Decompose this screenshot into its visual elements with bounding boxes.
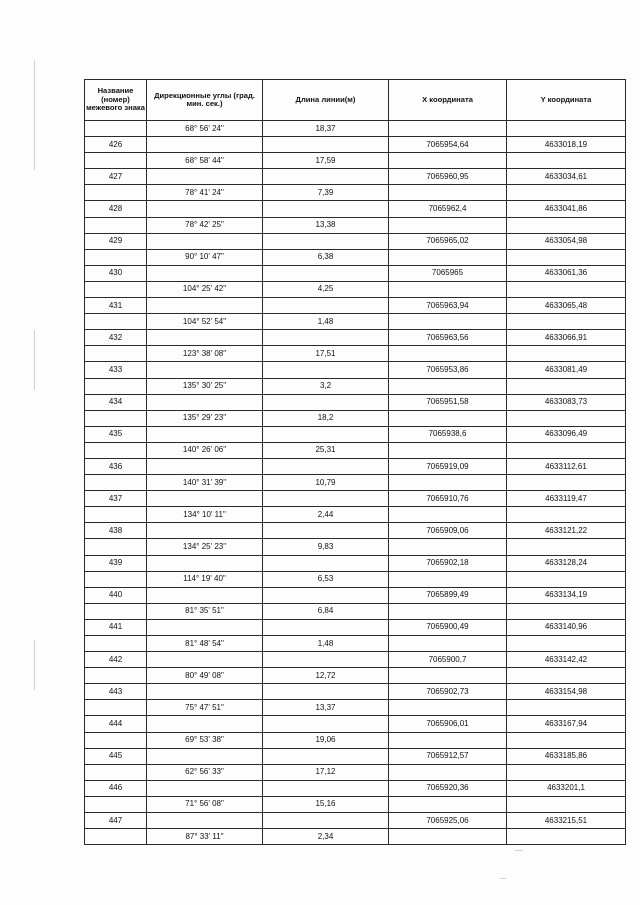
cell-x-coordinate xyxy=(389,732,507,748)
cell-mark-name: 439 xyxy=(85,555,147,571)
cell-direction-angle xyxy=(147,362,263,378)
table-row xyxy=(85,603,626,619)
cell-line-length xyxy=(263,362,389,378)
cell-mark-name: 438 xyxy=(85,523,147,539)
header-length: Длина линии(м) xyxy=(263,80,389,121)
cell-mark-name: 435 xyxy=(85,426,147,442)
table-row xyxy=(85,330,626,346)
table-row xyxy=(85,700,626,716)
cell-mark-name xyxy=(85,378,147,394)
cell-direction-angle xyxy=(147,298,263,314)
cell-line-length xyxy=(263,716,389,732)
cell-mark-name: 430 xyxy=(85,265,147,281)
cell-direction-angle xyxy=(147,491,263,507)
cell-x-coordinate xyxy=(389,442,507,458)
table-row xyxy=(85,314,626,330)
cell-x-coordinate xyxy=(389,764,507,780)
cell-mark-name xyxy=(85,507,147,523)
table-row xyxy=(85,732,626,748)
cell-y-coordinate: 4633128,24 xyxy=(507,555,626,571)
cell-mark-name: 442 xyxy=(85,652,147,668)
cell-direction-angle: 81° 48' 54" xyxy=(147,636,263,652)
cell-direction-angle: 87° 33' 11" xyxy=(147,829,263,845)
cell-y-coordinate: 4633065,48 xyxy=(507,298,626,314)
cell-direction-angle: 134° 10' 11" xyxy=(147,507,263,523)
cell-y-coordinate: 4633041,86 xyxy=(507,201,626,217)
cell-mark-name xyxy=(85,603,147,619)
cell-x-coordinate xyxy=(389,314,507,330)
cell-x-coordinate: 7065919,09 xyxy=(389,458,507,474)
cell-y-coordinate: 4633134,19 xyxy=(507,587,626,603)
cell-direction-angle: 78° 42' 25" xyxy=(147,217,263,233)
cell-mark-name: 444 xyxy=(85,716,147,732)
cell-x-coordinate xyxy=(389,410,507,426)
cell-mark-name: 434 xyxy=(85,394,147,410)
cell-y-coordinate xyxy=(507,442,626,458)
cell-x-coordinate: 7065906,01 xyxy=(389,716,507,732)
cell-line-length xyxy=(263,813,389,829)
cell-y-coordinate: 4633112,61 xyxy=(507,458,626,474)
cell-direction-angle xyxy=(147,684,263,700)
cell-direction-angle: 104° 52' 54" xyxy=(147,314,263,330)
table-row xyxy=(85,684,626,700)
cell-direction-angle: 135° 30' 25" xyxy=(147,378,263,394)
cell-mark-name: 446 xyxy=(85,780,147,796)
cell-mark-name: 443 xyxy=(85,684,147,700)
table-row xyxy=(85,121,626,137)
cell-direction-angle: 81° 35' 51" xyxy=(147,603,263,619)
cell-mark-name xyxy=(85,346,147,362)
cell-mark-name: 433 xyxy=(85,362,147,378)
cell-mark-name xyxy=(85,121,147,137)
cell-direction-angle xyxy=(147,169,263,185)
cell-x-coordinate: 7065963,94 xyxy=(389,298,507,314)
cell-line-length xyxy=(263,426,389,442)
cell-y-coordinate xyxy=(507,796,626,812)
boundary-marks-table xyxy=(84,79,626,845)
cell-y-coordinate xyxy=(507,217,626,233)
cell-x-coordinate xyxy=(389,185,507,201)
table-row xyxy=(85,137,626,153)
table-row xyxy=(85,362,626,378)
table-row xyxy=(85,716,626,732)
cell-x-coordinate: 7065909,06 xyxy=(389,523,507,539)
cell-direction-angle xyxy=(147,748,263,764)
cell-x-coordinate xyxy=(389,571,507,587)
cell-mark-name xyxy=(85,442,147,458)
cell-mark-name xyxy=(85,249,147,265)
table-row xyxy=(85,619,626,635)
cell-x-coordinate: 7065902,73 xyxy=(389,684,507,700)
cell-direction-angle xyxy=(147,265,263,281)
cell-x-coordinate: 7065953,86 xyxy=(389,362,507,378)
cell-y-coordinate xyxy=(507,668,626,684)
cell-y-coordinate xyxy=(507,475,626,491)
cell-direction-angle: 123° 38' 08" xyxy=(147,346,263,362)
cell-mark-name xyxy=(85,668,147,684)
cell-mark-name: 431 xyxy=(85,298,147,314)
cell-y-coordinate xyxy=(507,378,626,394)
cell-mark-name: 432 xyxy=(85,330,147,346)
cell-direction-angle: 69° 53' 38" xyxy=(147,732,263,748)
cell-x-coordinate xyxy=(389,700,507,716)
cell-direction-angle: 140° 31' 39" xyxy=(147,475,263,491)
table-row xyxy=(85,185,626,201)
cell-x-coordinate xyxy=(389,121,507,137)
table-row xyxy=(85,265,626,281)
cell-y-coordinate xyxy=(507,153,626,169)
cell-x-coordinate: 7065938,6 xyxy=(389,426,507,442)
cell-x-coordinate xyxy=(389,249,507,265)
table-row xyxy=(85,571,626,587)
cell-x-coordinate: 7065900,49 xyxy=(389,619,507,635)
cell-y-coordinate: 4633083,73 xyxy=(507,394,626,410)
scan-artifact xyxy=(34,640,35,690)
table-body xyxy=(85,121,626,845)
cell-line-length xyxy=(263,201,389,217)
cell-direction-angle: 68° 56' 24" xyxy=(147,121,263,137)
cell-mark-name xyxy=(85,700,147,716)
cell-line-length xyxy=(263,619,389,635)
cell-x-coordinate: 7065902,18 xyxy=(389,555,507,571)
cell-y-coordinate xyxy=(507,829,626,845)
cell-x-coordinate xyxy=(389,636,507,652)
cell-line-length: 6,38 xyxy=(263,249,389,265)
cell-mark-name xyxy=(85,829,147,845)
table-row xyxy=(85,442,626,458)
cell-line-length: 15,16 xyxy=(263,796,389,812)
cell-direction-angle: 114° 19' 40" xyxy=(147,571,263,587)
cell-x-coordinate: 7065920,36 xyxy=(389,780,507,796)
cell-line-length: 13,38 xyxy=(263,217,389,233)
cell-y-coordinate xyxy=(507,410,626,426)
cell-direction-angle xyxy=(147,330,263,346)
cell-y-coordinate: 4633066,91 xyxy=(507,330,626,346)
cell-x-coordinate: 7065954,64 xyxy=(389,137,507,153)
cell-line-length: 6,53 xyxy=(263,571,389,587)
cell-y-coordinate xyxy=(507,281,626,297)
cell-line-length: 7,39 xyxy=(263,185,389,201)
cell-mark-name xyxy=(85,475,147,491)
cell-x-coordinate xyxy=(389,378,507,394)
cell-mark-name xyxy=(85,796,147,812)
cell-line-length: 18,2 xyxy=(263,410,389,426)
cell-mark-name: 428 xyxy=(85,201,147,217)
cell-x-coordinate xyxy=(389,217,507,233)
cell-line-length: 6,84 xyxy=(263,603,389,619)
table-row xyxy=(85,394,626,410)
cell-mark-name: 437 xyxy=(85,491,147,507)
cell-line-length xyxy=(263,523,389,539)
table-row xyxy=(85,410,626,426)
cell-y-coordinate xyxy=(507,764,626,780)
cell-mark-name xyxy=(85,281,147,297)
cell-mark-name: 429 xyxy=(85,233,147,249)
cell-mark-name xyxy=(85,314,147,330)
cell-line-length xyxy=(263,394,389,410)
header-angle: Дирекционные углы (град. мин. сек.) xyxy=(147,80,263,121)
cell-y-coordinate: 4633154,98 xyxy=(507,684,626,700)
table-row xyxy=(85,507,626,523)
cell-line-length xyxy=(263,748,389,764)
table-row xyxy=(85,668,626,684)
table-row xyxy=(85,764,626,780)
cell-y-coordinate: 4633167,94 xyxy=(507,716,626,732)
cell-line-length: 17,59 xyxy=(263,153,389,169)
cell-direction-angle: 90° 10' 47" xyxy=(147,249,263,265)
table-row xyxy=(85,748,626,764)
cell-line-length: 19,06 xyxy=(263,732,389,748)
cell-x-coordinate: 7065960,95 xyxy=(389,169,507,185)
cell-x-coordinate xyxy=(389,153,507,169)
cell-x-coordinate: 7065925,06 xyxy=(389,813,507,829)
cell-x-coordinate: 7065912,57 xyxy=(389,748,507,764)
cell-direction-angle xyxy=(147,426,263,442)
table-row xyxy=(85,298,626,314)
cell-y-coordinate xyxy=(507,539,626,555)
cell-y-coordinate: 4633034,61 xyxy=(507,169,626,185)
cell-direction-angle xyxy=(147,523,263,539)
cell-direction-angle xyxy=(147,137,263,153)
cell-y-coordinate xyxy=(507,700,626,716)
cell-direction-angle xyxy=(147,201,263,217)
cell-mark-name xyxy=(85,732,147,748)
scan-artifact xyxy=(34,60,35,170)
table-row xyxy=(85,201,626,217)
cell-x-coordinate: 7065899,49 xyxy=(389,587,507,603)
cell-line-length: 4,25 xyxy=(263,281,389,297)
cell-line-length: 18,37 xyxy=(263,121,389,137)
cell-x-coordinate: 7065962,4 xyxy=(389,201,507,217)
cell-direction-angle: 75° 47' 51" xyxy=(147,700,263,716)
table-row xyxy=(85,378,626,394)
cell-direction-angle xyxy=(147,458,263,474)
cell-direction-angle xyxy=(147,780,263,796)
cell-x-coordinate xyxy=(389,603,507,619)
cell-direction-angle: 140° 26' 06" xyxy=(147,442,263,458)
table-row xyxy=(85,426,626,442)
cell-direction-angle: 71° 56' 08" xyxy=(147,796,263,812)
cell-x-coordinate: 7065965 xyxy=(389,265,507,281)
header-x-coordinate: X координата xyxy=(389,80,507,121)
cell-line-length xyxy=(263,265,389,281)
cell-y-coordinate xyxy=(507,314,626,330)
cell-x-coordinate: 7065963,56 xyxy=(389,330,507,346)
cell-mark-name: 441 xyxy=(85,619,147,635)
cell-line-length xyxy=(263,555,389,571)
cell-y-coordinate xyxy=(507,636,626,652)
table-row xyxy=(85,813,626,829)
cell-y-coordinate: 4633081,49 xyxy=(507,362,626,378)
cell-y-coordinate: 4633121,22 xyxy=(507,523,626,539)
cell-x-coordinate xyxy=(389,668,507,684)
cell-x-coordinate: 7065910,76 xyxy=(389,491,507,507)
cell-line-length: 1,48 xyxy=(263,314,389,330)
table-row xyxy=(85,249,626,265)
cell-y-coordinate: 4633061,36 xyxy=(507,265,626,281)
cell-x-coordinate xyxy=(389,475,507,491)
cell-direction-angle xyxy=(147,619,263,635)
cell-y-coordinate: 4633185,86 xyxy=(507,748,626,764)
cell-y-coordinate: 4633096,49 xyxy=(507,426,626,442)
table-row xyxy=(85,523,626,539)
cell-y-coordinate xyxy=(507,603,626,619)
cell-direction-angle xyxy=(147,587,263,603)
table-row xyxy=(85,233,626,249)
cell-line-length xyxy=(263,684,389,700)
cell-line-length xyxy=(263,233,389,249)
cell-x-coordinate: 7065900,7 xyxy=(389,652,507,668)
cell-direction-angle xyxy=(147,716,263,732)
cell-y-coordinate: 4633054,98 xyxy=(507,233,626,249)
cell-line-length xyxy=(263,491,389,507)
cell-direction-angle: 104° 25' 42" xyxy=(147,281,263,297)
cell-mark-name: 436 xyxy=(85,458,147,474)
cell-x-coordinate: 7065965,02 xyxy=(389,233,507,249)
cell-line-length xyxy=(263,780,389,796)
cell-line-length: 25,31 xyxy=(263,442,389,458)
cell-y-coordinate xyxy=(507,249,626,265)
cell-mark-name xyxy=(85,410,147,426)
table-row xyxy=(85,281,626,297)
cell-y-coordinate: 4633142,42 xyxy=(507,652,626,668)
table-row xyxy=(85,796,626,812)
cell-line-length: 17,12 xyxy=(263,764,389,780)
cell-mark-name: 447 xyxy=(85,813,147,829)
cell-direction-angle xyxy=(147,233,263,249)
table-row xyxy=(85,539,626,555)
header-y-coordinate: Y координата xyxy=(507,80,626,121)
table-row xyxy=(85,346,626,362)
cell-direction-angle: 62° 56' 33" xyxy=(147,764,263,780)
cell-mark-name: 426 xyxy=(85,137,147,153)
table-row xyxy=(85,169,626,185)
cell-line-length xyxy=(263,587,389,603)
cell-mark-name: 427 xyxy=(85,169,147,185)
scan-artifact xyxy=(500,878,506,879)
cell-line-length xyxy=(263,330,389,346)
header-name: Название (номер) межевого знака xyxy=(85,80,147,121)
cell-line-length: 2,44 xyxy=(263,507,389,523)
cell-y-coordinate xyxy=(507,732,626,748)
cell-y-coordinate: 4633140,96 xyxy=(507,619,626,635)
cell-mark-name xyxy=(85,636,147,652)
table-header-row xyxy=(85,80,626,121)
cell-mark-name xyxy=(85,185,147,201)
cell-direction-angle: 68° 58' 44" xyxy=(147,153,263,169)
scan-artifact xyxy=(34,330,35,390)
table-row xyxy=(85,555,626,571)
cell-x-coordinate xyxy=(389,346,507,362)
cell-y-coordinate xyxy=(507,185,626,201)
cell-x-coordinate xyxy=(389,281,507,297)
cell-line-length: 1,48 xyxy=(263,636,389,652)
table-row xyxy=(85,217,626,233)
cell-mark-name xyxy=(85,153,147,169)
table-row xyxy=(85,636,626,652)
cell-y-coordinate: 4633018,19 xyxy=(507,137,626,153)
cell-y-coordinate: 4633215,51 xyxy=(507,813,626,829)
cell-y-coordinate: 4633201,1 xyxy=(507,780,626,796)
table-row xyxy=(85,829,626,845)
cell-line-length: 10,79 xyxy=(263,475,389,491)
table-row xyxy=(85,780,626,796)
cell-line-length xyxy=(263,137,389,153)
table-row xyxy=(85,652,626,668)
cell-direction-angle: 78° 41' 24" xyxy=(147,185,263,201)
cell-direction-angle xyxy=(147,394,263,410)
cell-direction-angle xyxy=(147,813,263,829)
table-row xyxy=(85,153,626,169)
cell-line-length xyxy=(263,298,389,314)
cell-line-length xyxy=(263,458,389,474)
cell-x-coordinate: 7065951,58 xyxy=(389,394,507,410)
cell-x-coordinate xyxy=(389,829,507,845)
cell-line-length: 3,2 xyxy=(263,378,389,394)
cell-line-length: 17,51 xyxy=(263,346,389,362)
cell-line-length: 9,83 xyxy=(263,539,389,555)
table-row xyxy=(85,587,626,603)
cell-mark-name xyxy=(85,764,147,780)
cell-y-coordinate xyxy=(507,346,626,362)
cell-x-coordinate xyxy=(389,507,507,523)
cell-x-coordinate xyxy=(389,539,507,555)
cell-direction-angle: 80° 49' 08" xyxy=(147,668,263,684)
cell-line-length: 12,72 xyxy=(263,668,389,684)
cell-mark-name: 445 xyxy=(85,748,147,764)
cell-direction-angle xyxy=(147,652,263,668)
cell-line-length: 13,37 xyxy=(263,700,389,716)
cell-y-coordinate xyxy=(507,121,626,137)
scan-artifact xyxy=(515,850,523,851)
cell-direction-angle: 135° 29' 23" xyxy=(147,410,263,426)
cell-y-coordinate xyxy=(507,507,626,523)
cell-y-coordinate xyxy=(507,571,626,587)
cell-direction-angle: 134° 25' 23" xyxy=(147,539,263,555)
cell-y-coordinate: 4633119,47 xyxy=(507,491,626,507)
cell-x-coordinate xyxy=(389,796,507,812)
cell-line-length xyxy=(263,652,389,668)
cell-direction-angle xyxy=(147,555,263,571)
cell-mark-name: 440 xyxy=(85,587,147,603)
table-row xyxy=(85,491,626,507)
cell-mark-name xyxy=(85,217,147,233)
cell-line-length: 2,34 xyxy=(263,829,389,845)
table-row xyxy=(85,458,626,474)
table-row xyxy=(85,475,626,491)
cell-mark-name xyxy=(85,571,147,587)
cell-mark-name xyxy=(85,539,147,555)
cell-line-length xyxy=(263,169,389,185)
